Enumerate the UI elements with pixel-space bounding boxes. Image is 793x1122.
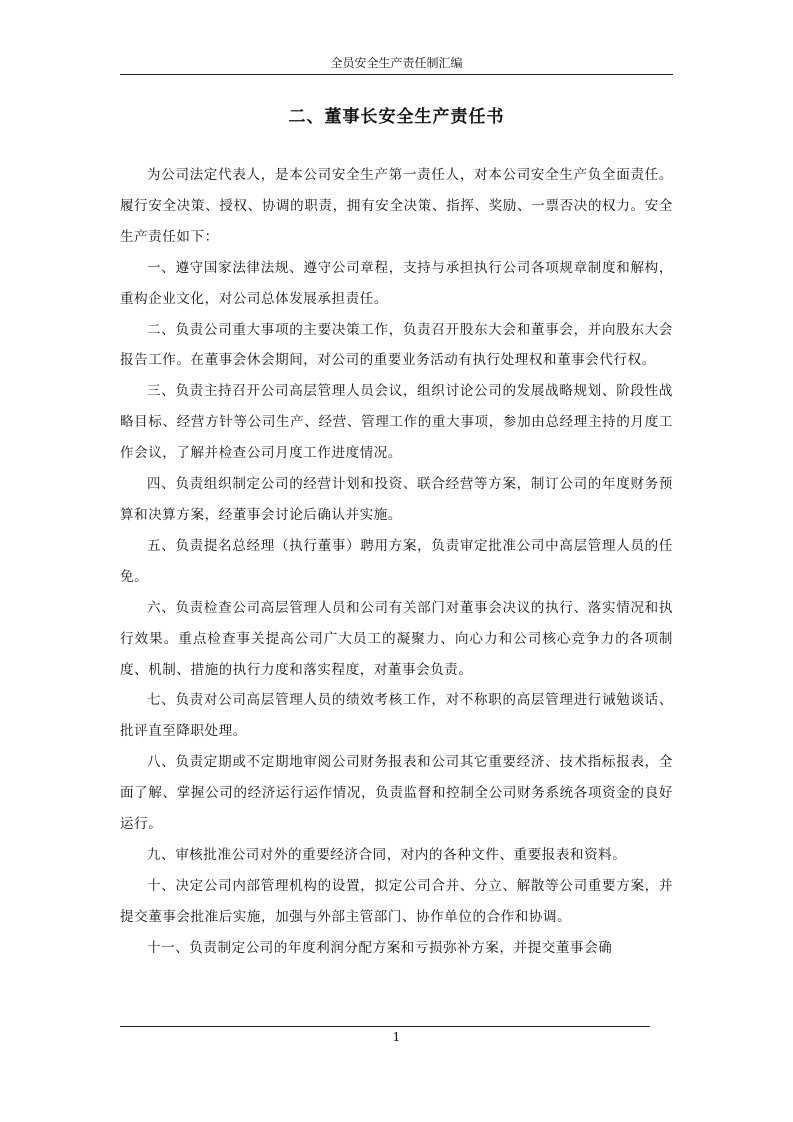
body-paragraph-3: 三、负责主持召开公司高层管理人员会议，组织讨论公司的发展战略规划、阶段性战略目标、经营方针等公司生产、经营、管理工作的重大事项，参加由总经理主持的月度工作会议，了解并检查公司月度工作进度情况。 <box>120 383 673 462</box>
body-paragraph-2: 二、负责公司重大事项的主要决策工作，负责召开股东大会和董事会，并向股东大会报告工作。在董事会休会期间，对公司的重要业务活动有执行处理权和董事会代行权。 <box>120 321 673 369</box>
body-paragraph-9: 九、审核批准公司对外的重要经济合同，对内的各种文件、重要报表和资料。 <box>147 846 627 863</box>
document-body <box>120 160 673 964</box>
body-paragraph-6: 六、负责检查公司高层管理人员和公司有关部门对董事会决议的执行、落实情况和执行效果。重点检查事关提高公司广大员工的凝聚力、向心力和公司核心竞争力的各项制度、机制、措施的执行力度和落实程度，对董事会负责。 <box>120 599 673 678</box>
footer-divider <box>120 1026 650 1027</box>
body-paragraph-10: 十、决定公司内部管理机构的设置，拟定公司合并、分立、解散等公司重要方案，并提交董事会批准后实施，加强与外部主管部门、协作单位的合作和协调。 <box>120 877 673 925</box>
body-paragraph-1: 一、遵守国家法律法规、遵守公司章程，支持与承担执行公司各项规章制度和解构，重构企业文化，对公司总体发展承担责任。 <box>120 259 673 307</box>
document-title: 二、董事长安全生产责任书 <box>288 107 505 127</box>
body-paragraph-7: 七、负责对公司高层管理人员的绩效考核工作，对不称职的高层管理进行诫勉谈话、批评直至降职处理。 <box>120 692 673 740</box>
header-divider <box>120 74 673 75</box>
running-header: 全员安全生产责任制汇编 <box>330 56 463 70</box>
body-paragraph-11: 十一、负责制定公司的年度利润分配方案和亏损弥补方案，并提交董事会确 <box>147 939 613 956</box>
body-paragraph-4: 四、负责组织制定公司的经营计划和投资、联合经营等方案，制订公司的年度财务预算和决算方案，经董事会讨论后确认并实施。 <box>120 476 673 523</box>
page-number: 1 <box>392 1030 401 1044</box>
body-paragraph-8: 八、负责定期或不定期地审阅公司财务报表和公司其它重要经济、技术指标报表，全面了解、掌握公司的经济运行运作情况，负责监督和控制全公司财务系统各项资金的良好运行。 <box>120 754 673 833</box>
body-paragraph-5: 五、负责提名总经理（执行董事）聘用方案，负责审定批准公司中高层管理人员的任免。 <box>120 537 673 585</box>
body-paragraph-intro: 为公司法定代表人，是本公司安全生产第一责任人，对本公司安全生产负全面责任。履行安全决策、授权、协调的职责，拥有安全决策、指挥、奖励、一票否决的权力。安全生产责任如下： <box>120 167 673 245</box>
